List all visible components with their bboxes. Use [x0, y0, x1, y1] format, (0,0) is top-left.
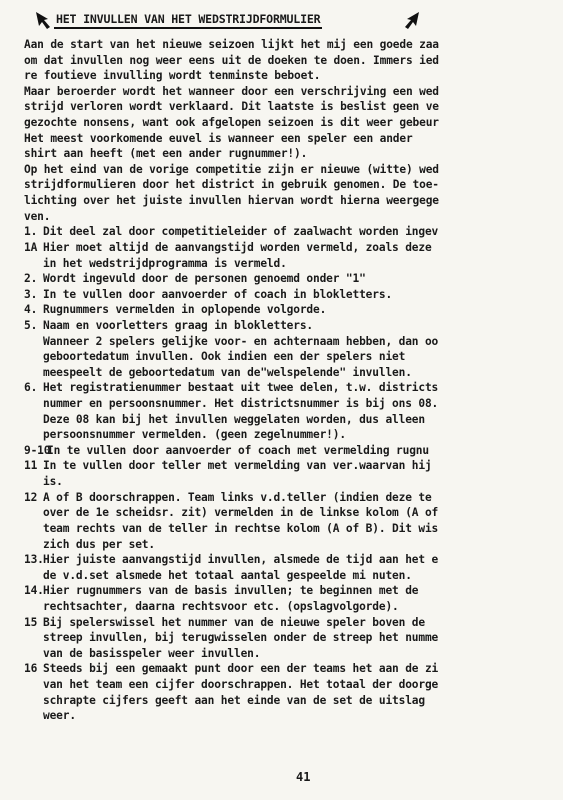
- item-number: 11: [24, 459, 38, 473]
- item-text: Rugnummers vermelden in oplopende volgorde.: [43, 303, 327, 317]
- item-text: geboortedatum invullen. Ook indien een der spelers niet: [43, 350, 406, 364]
- list-item: [24, 615, 563, 631]
- item-text: In te vullen door aanvoerder of coach in blokletters.: [43, 287, 393, 301]
- header: [34, 7, 524, 33]
- text-line: Maar beroerder wordt het wanneer door een verschrijving een wed: [24, 84, 439, 98]
- item-text: Het registratienummer bestaat uit twee delen, t.w. districts: [43, 381, 439, 395]
- item-text: de v.d.set alsmede het totaal aantal gespeelde mi nuten.: [43, 568, 412, 582]
- text-line: Op het eind van de vorige competitie zijn er nieuwe (witte) wed: [24, 162, 439, 176]
- item-number: 2.: [24, 272, 38, 286]
- intro-paragraph: [24, 37, 563, 224]
- item-text: zich dus per set.: [43, 537, 155, 551]
- item-number: 12: [24, 490, 38, 504]
- item-number: 6.: [24, 381, 38, 395]
- item-text: streep invullen, bij terugwisselen onder de streep het numme: [43, 631, 439, 645]
- list-item-continuation: [24, 334, 563, 350]
- list-item: [24, 318, 563, 334]
- instruction-list: [24, 224, 563, 724]
- item-text: van de basisspeler weer invullen.: [43, 646, 261, 660]
- text-line: ven.: [24, 209, 51, 223]
- item-text: A of B doorschrappen. Team links v.d.teller (indien deze te: [43, 490, 432, 504]
- item-text: over de 1e scheidsr. zit) vermelden in de linkse kolom (A of: [43, 506, 439, 520]
- item-text: Hier juiste aanvangstijd invullen, alsmede de tijd aan het e: [43, 553, 439, 567]
- list-item-continuation: [24, 427, 563, 443]
- list-item-continuation: [24, 365, 563, 381]
- list-item-continuation: [24, 708, 563, 724]
- item-number: 3.: [24, 287, 38, 301]
- text-line: strijdformulieren door het district in gebruik genomen. De toe-: [24, 178, 439, 192]
- list-item-continuation: [24, 537, 563, 553]
- item-text: meespeelt de geboortedatum van de"welspelende" invullen.: [43, 365, 412, 379]
- item-text: In te vullen door teller met vermelding van ver.waarvan hij: [43, 459, 432, 473]
- item-text: Hier moet altijd de aanvangstijd worden vermeld, zoals deze: [43, 240, 432, 254]
- list-item-continuation: [24, 630, 563, 646]
- item-text: is.: [43, 475, 63, 489]
- list-item-continuation: [24, 521, 563, 537]
- page-title: HET INVULLEN VAN HET WEDSTRIJDFORMULIER: [54, 11, 322, 29]
- item-text: Wordt ingevuld door de personen genoemd onder "1": [43, 272, 366, 286]
- pointing-hand-icon: [399, 9, 421, 31]
- item-text: persoonsnummer vermelden. (geen zegelnummer!).: [43, 428, 346, 442]
- list-item-continuation: [24, 677, 563, 693]
- item-text: team rechts van de teller in rechtse kolom (A of B). Dit wis: [43, 521, 439, 535]
- list-item: [24, 380, 563, 396]
- page-number: 41: [296, 770, 311, 784]
- list-item: [24, 271, 563, 287]
- list-item-continuation: [24, 568, 563, 584]
- list-item: [24, 224, 563, 240]
- text-line: lichting over het juiste invullen hiervan wordt hierna weergege: [24, 194, 439, 208]
- item-text: In te vullen door aanvoerder of coach met vermelding rugnu: [47, 443, 429, 457]
- item-text: Wanneer 2 spelers gelijke voor- en achternaam hebben, dan oo: [43, 334, 439, 348]
- item-number: 14.: [24, 584, 44, 598]
- list-item-continuation: [24, 505, 563, 521]
- list-item: [24, 552, 563, 568]
- text-line: om dat invullen nog weer eens uit de doeken te doen. Immers ied: [24, 53, 439, 67]
- item-text: Naam en voorletters graag in blokletters.: [43, 318, 314, 332]
- list-item-continuation: [24, 256, 563, 272]
- item-text: Bij spelerswissel het nummer van de nieuwe speler boven de: [43, 615, 425, 629]
- list-item-continuation: [24, 396, 563, 412]
- item-number: 4.: [24, 303, 38, 317]
- item-number: 15: [24, 615, 38, 629]
- list-item-continuation: [24, 599, 563, 615]
- item-number: 16: [24, 662, 38, 676]
- list-item: [24, 287, 563, 303]
- text-line: Aan de start van het nieuwe seizoen lijkt het mij een goede zaa: [24, 38, 439, 51]
- pointing-hand-icon: [34, 9, 56, 31]
- list-item: [24, 458, 563, 474]
- list-item-continuation: [24, 412, 563, 428]
- item-number: 1A: [24, 240, 38, 254]
- item-text: weer.: [43, 709, 76, 723]
- list-item: [24, 302, 563, 318]
- item-text: Deze 08 kan bij het invullen weggelaten worden, dus alleen: [43, 412, 425, 426]
- item-number: 5.: [24, 318, 38, 332]
- item-text: Dit deel zal door competitieleider of zaalwacht worden ingev: [43, 225, 439, 239]
- text-line: strijd verloren wordt verklaard. Dit laatste is beslist geen ve: [24, 100, 439, 114]
- item-text: schrapte cijfers geeft aan het einde van de set de uitslag: [43, 693, 425, 707]
- item-text: rechtsachter, daarna rechtsvoor etc. (opslagvolgorde).: [43, 599, 399, 613]
- item-text: Steeds bij een gemaakt punt door een der teams het aan de zi: [43, 662, 439, 676]
- item-number: 9-10: [24, 443, 51, 457]
- item-text: nummer en persoonsnummer. Het districtsnummer is bij ons 08.: [43, 397, 439, 411]
- item-text: Hier rugnummers van de basis invullen; te beginnen met de: [43, 584, 419, 598]
- list-item-continuation: [24, 646, 563, 662]
- list-item: [24, 240, 563, 256]
- item-text: van het team een cijfer doorschrappen. Het totaal der doorge: [43, 677, 439, 691]
- list-item-continuation: [24, 349, 563, 365]
- text-line: Het meest voorkomende euvel is wanneer een speler een ander: [24, 131, 413, 145]
- text-line: shirt aan heeft (met een ander rugnummer!).: [24, 147, 308, 161]
- list-item: [24, 490, 563, 506]
- item-text: in het wedstrijdprogramma is vermeld.: [43, 256, 287, 270]
- text-line: gezochte nonsens, want ook afgelopen seizoen is dit weer gebeur: [24, 116, 439, 130]
- list-item: [24, 583, 563, 599]
- item-number: 13.: [24, 553, 44, 567]
- item-number: 1.: [24, 225, 38, 239]
- list-item: [24, 661, 563, 677]
- list-item-continuation: [24, 693, 563, 709]
- list-item-continuation: [24, 474, 563, 490]
- list-item: [24, 443, 563, 459]
- text-line: re foutieve invulling wordt tenminste beboet.: [24, 69, 321, 83]
- document-body: [24, 37, 563, 724]
